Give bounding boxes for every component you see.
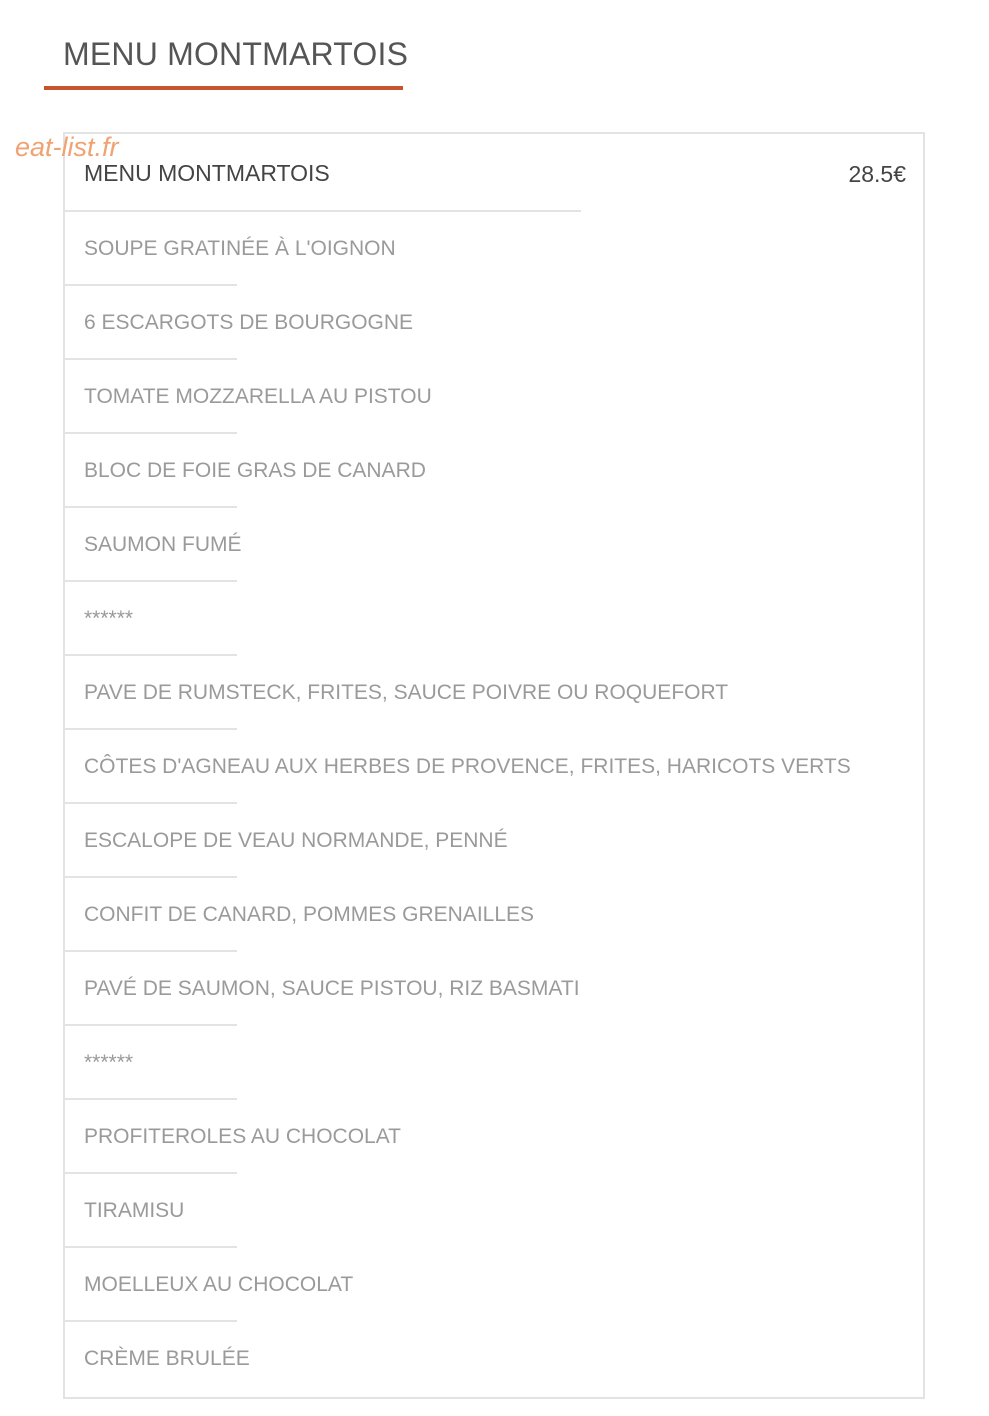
menu-item: [65, 1248, 923, 1322]
menu-price: 28.5€: [848, 161, 906, 187]
menu-item: [65, 1322, 923, 1396]
menu-item-label: TIRAMISU: [84, 1199, 185, 1222]
page-title: MENU MONTMARTOIS: [63, 36, 409, 72]
menu-item-label: ESCALOPE DE VEAU NORMANDE, PENNÉ: [84, 829, 508, 852]
menu-item-label: PAVE DE RUMSTECK, FRITES, SAUCE POIVRE OU ROQUEFORT: [84, 681, 729, 704]
title-underline: [44, 86, 403, 90]
watermark: eat-list.fr: [15, 132, 119, 162]
menu-card: [63, 132, 925, 1399]
menu-item-label: CÔTES D'AGNEAU AUX HERBES DE PROVENCE, FRITES, HARICOTS VERTS: [84, 755, 851, 778]
menu-item-label: ******: [84, 1051, 134, 1074]
menu-item: [65, 434, 923, 508]
menu-item-label: 6 ESCARGOTS DE BOURGOGNE: [84, 311, 414, 334]
menu-item-label: TOMATE MOZZARELLA AU PISTOU: [84, 385, 432, 408]
menu-item-label: CONFIT DE CANARD, POMMES GRENAILLES: [84, 903, 535, 926]
menu-item-label: CRÈME BRULÉE: [84, 1347, 250, 1370]
menu-section-separator: [65, 1026, 923, 1100]
menu-item-label: PROFITEROLES AU CHOCOLAT: [84, 1125, 401, 1148]
menu-item: [65, 878, 923, 952]
menu-name: MENU MONTMARTOIS: [84, 160, 330, 186]
menu-item: [65, 730, 923, 804]
menu-section-separator: [65, 582, 923, 656]
menu-item: [65, 286, 923, 360]
menu-item: [65, 656, 923, 730]
menu-header: [65, 134, 923, 212]
menu-item: [65, 1100, 923, 1174]
menu-item: [65, 804, 923, 878]
menu-item-label: SAUMON FUMÉ: [84, 533, 242, 556]
menu-item-label: ******: [84, 607, 134, 630]
menu-item-label: PAVÉ DE SAUMON, SAUCE PISTOU, RIZ BASMATI: [84, 977, 580, 1000]
menu-item: [65, 508, 923, 582]
menu-item: [65, 212, 923, 286]
menu-item-label: BLOC DE FOIE GRAS DE CANARD: [84, 459, 426, 482]
menu-item: [65, 952, 923, 1026]
menu-item: [65, 360, 923, 434]
menu-item: [65, 1174, 923, 1248]
menu-item-label: MOELLEUX AU CHOCOLAT: [84, 1273, 354, 1296]
menu-item-label: SOUPE GRATINÉE À L'OIGNON: [84, 237, 396, 260]
menu-items-list: [65, 212, 923, 1396]
